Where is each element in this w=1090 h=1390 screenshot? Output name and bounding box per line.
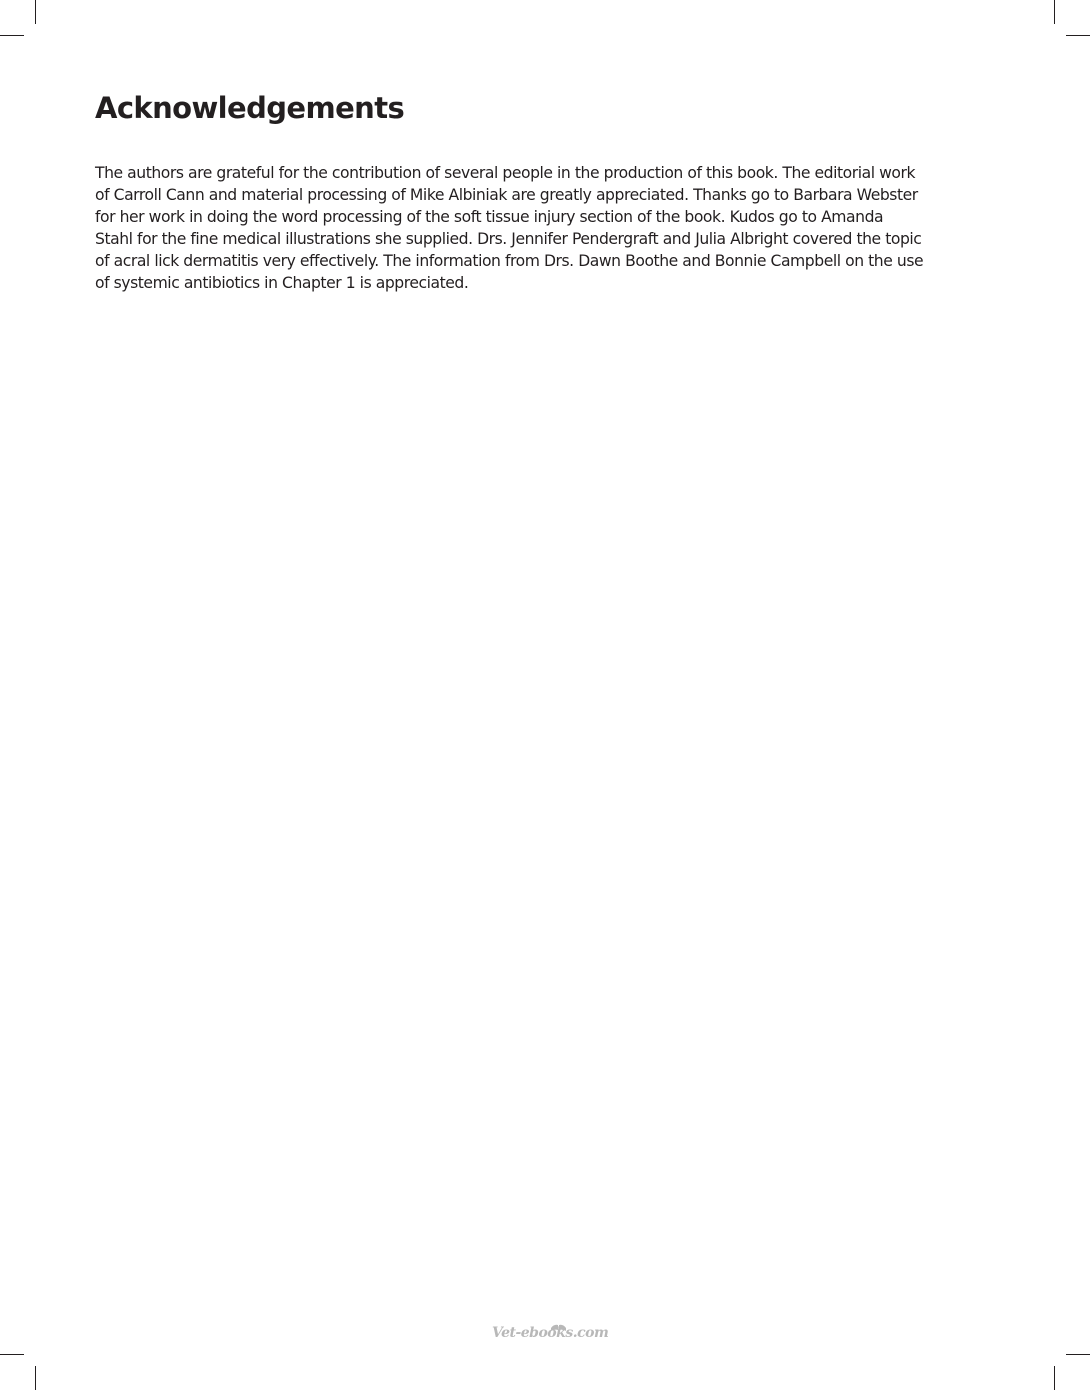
paragraph-line: The authors are grateful for the contribution of several people in the production of this book. The editorial work xyxy=(95,164,916,182)
crop-mark-top-left-horizontal xyxy=(0,35,24,36)
crop-mark-top-left-vertical xyxy=(35,0,36,24)
paragraph-line: of acral lick dermatitis very effectively. The information from Drs. Dawn Boothe and Bonnie Campbell on the use xyxy=(95,252,924,270)
crop-mark-bottom-left-horizontal xyxy=(0,1354,24,1355)
paragraph-line: of systemic antibiotics in Chapter 1 is appreciated. xyxy=(95,274,469,292)
paragraph-line: of Carroll Cann and material processing of Mike Albiniak are greatly appreciated. Thanks go to Barbara Webster xyxy=(95,186,918,204)
page-title: Acknowledgements xyxy=(95,91,405,125)
crop-mark-top-right-vertical xyxy=(1054,0,1055,24)
crop-mark-top-right-horizontal xyxy=(1066,35,1090,36)
crop-mark-bottom-left-vertical xyxy=(35,1366,36,1390)
watermark-logo xyxy=(470,1318,620,1342)
paragraph-line: Stahl for the fine medical illustrations she supplied. Drs. Jennifer Pendergraft and Julia Albright covered the topic xyxy=(95,230,922,248)
paragraph-line: for her work in doing the word processing of the soft tissue injury section of the book. Kudos go to Amanda xyxy=(95,208,884,226)
crop-mark-bottom-right-vertical xyxy=(1054,1366,1055,1390)
crop-mark-bottom-right-horizontal xyxy=(1066,1354,1090,1355)
acknowledgements-paragraph xyxy=(95,162,985,294)
watermark-lettering: Vet-ebooks.com xyxy=(492,1325,609,1341)
